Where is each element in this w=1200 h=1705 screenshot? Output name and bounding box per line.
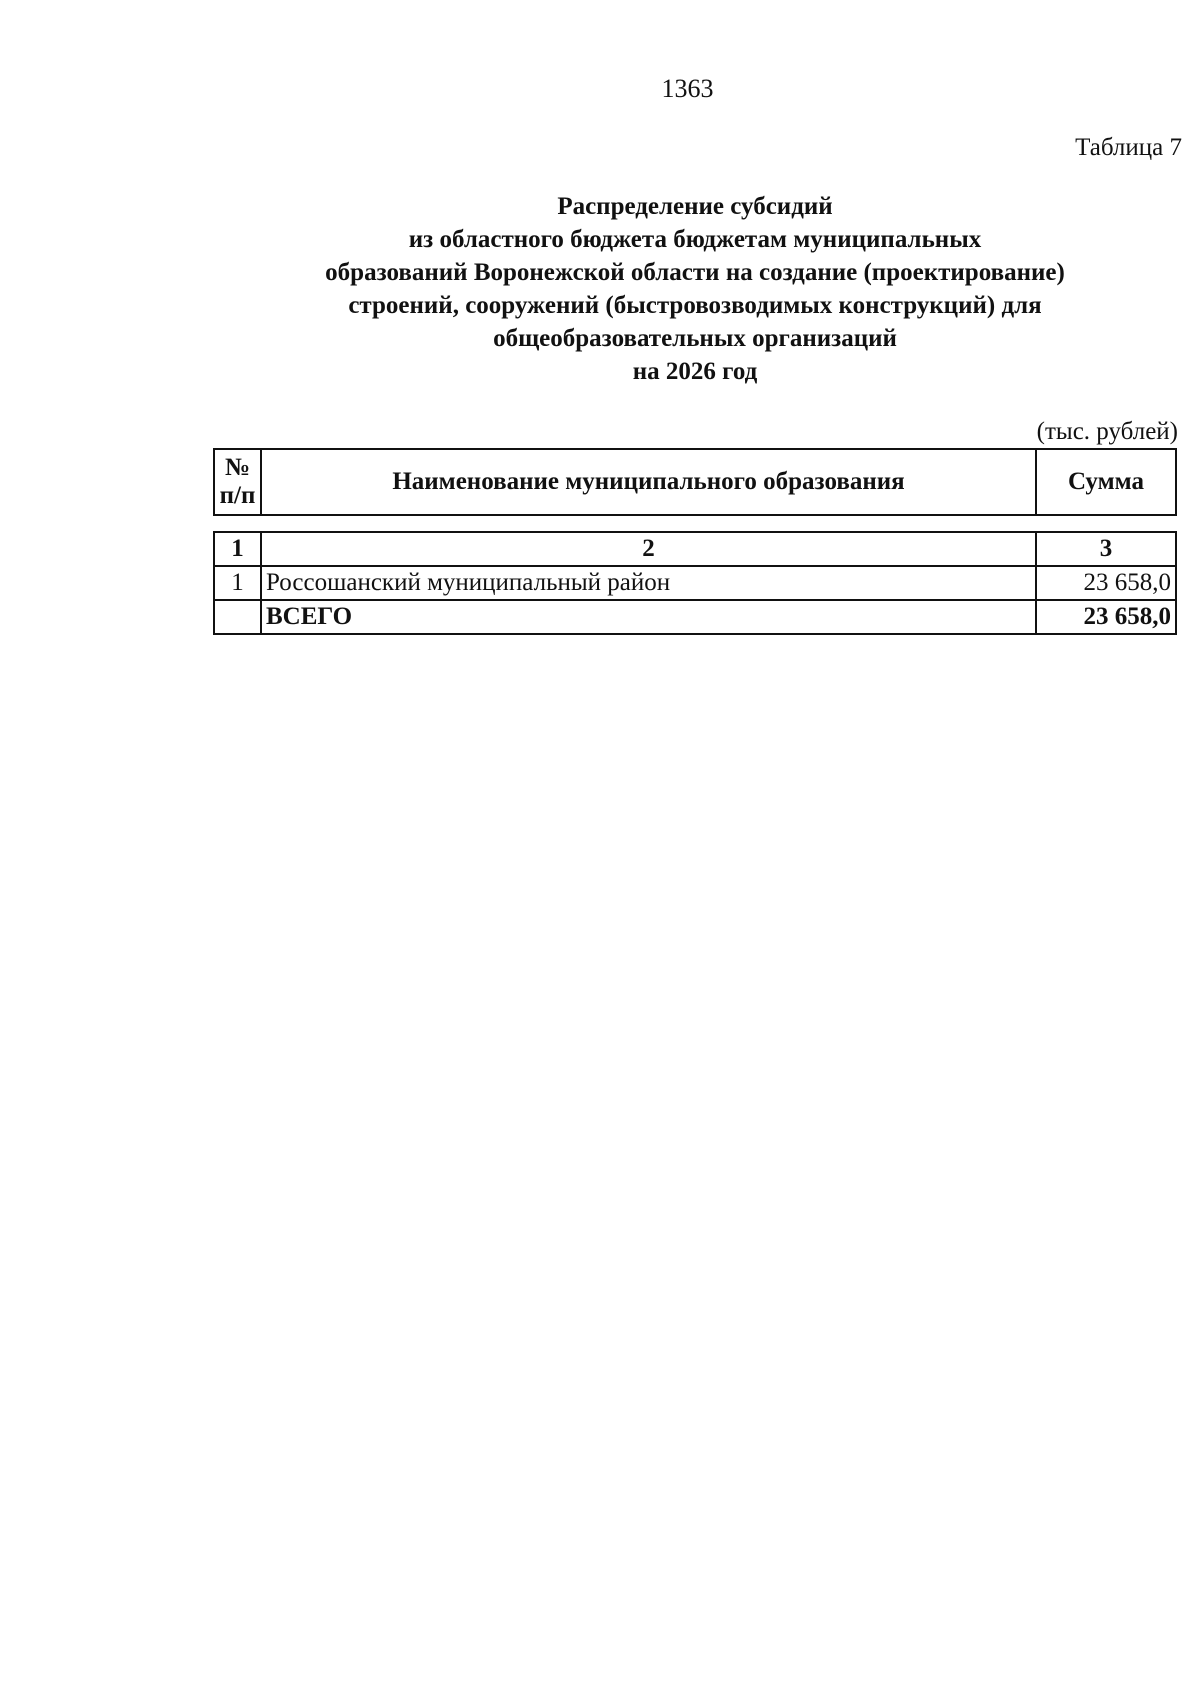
- title-line: Распределение субсидий: [557, 193, 833, 220]
- title-line: образований Воронежской области на создание (проектирование): [325, 259, 1065, 286]
- total-sum: 23 658,0: [1036, 600, 1176, 634]
- row-sum: 23 658,0: [1036, 566, 1176, 600]
- title-line: общеобразовательных организаций: [493, 325, 897, 352]
- table-label: Таблица 7: [1075, 134, 1182, 161]
- column-number: 2: [261, 532, 1036, 566]
- header-sum: Сумма: [1036, 449, 1176, 515]
- title-line: из областного бюджета бюджетам муниципальных: [408, 226, 982, 253]
- column-number: 1: [214, 532, 261, 566]
- document-title: [120, 190, 1200, 388]
- row-num: 1: [214, 566, 261, 600]
- title-line: на 2026 год: [632, 358, 758, 385]
- table-header: [213, 448, 1177, 516]
- column-numbers-row: [214, 532, 1176, 566]
- total-num: [214, 600, 261, 634]
- column-number: 3: [1036, 532, 1176, 566]
- total-row: [214, 600, 1176, 634]
- row-name: Россошанский муниципальный район: [261, 566, 1036, 600]
- header-num-line1: №: [224, 454, 251, 481]
- title-line: строений, сооружений (быстровозводимых конструкций) для: [348, 292, 1042, 319]
- page-number: 1363: [661, 74, 714, 103]
- data-table: [213, 531, 1177, 635]
- units-label: (тыс. рублей): [1036, 418, 1178, 445]
- header-name: Наименование муниципального образования: [261, 449, 1036, 515]
- header-num-line2: п/п: [219, 482, 256, 509]
- table-row: [214, 566, 1176, 600]
- header-num: [214, 449, 261, 515]
- total-label: ВСЕГО: [261, 600, 1036, 634]
